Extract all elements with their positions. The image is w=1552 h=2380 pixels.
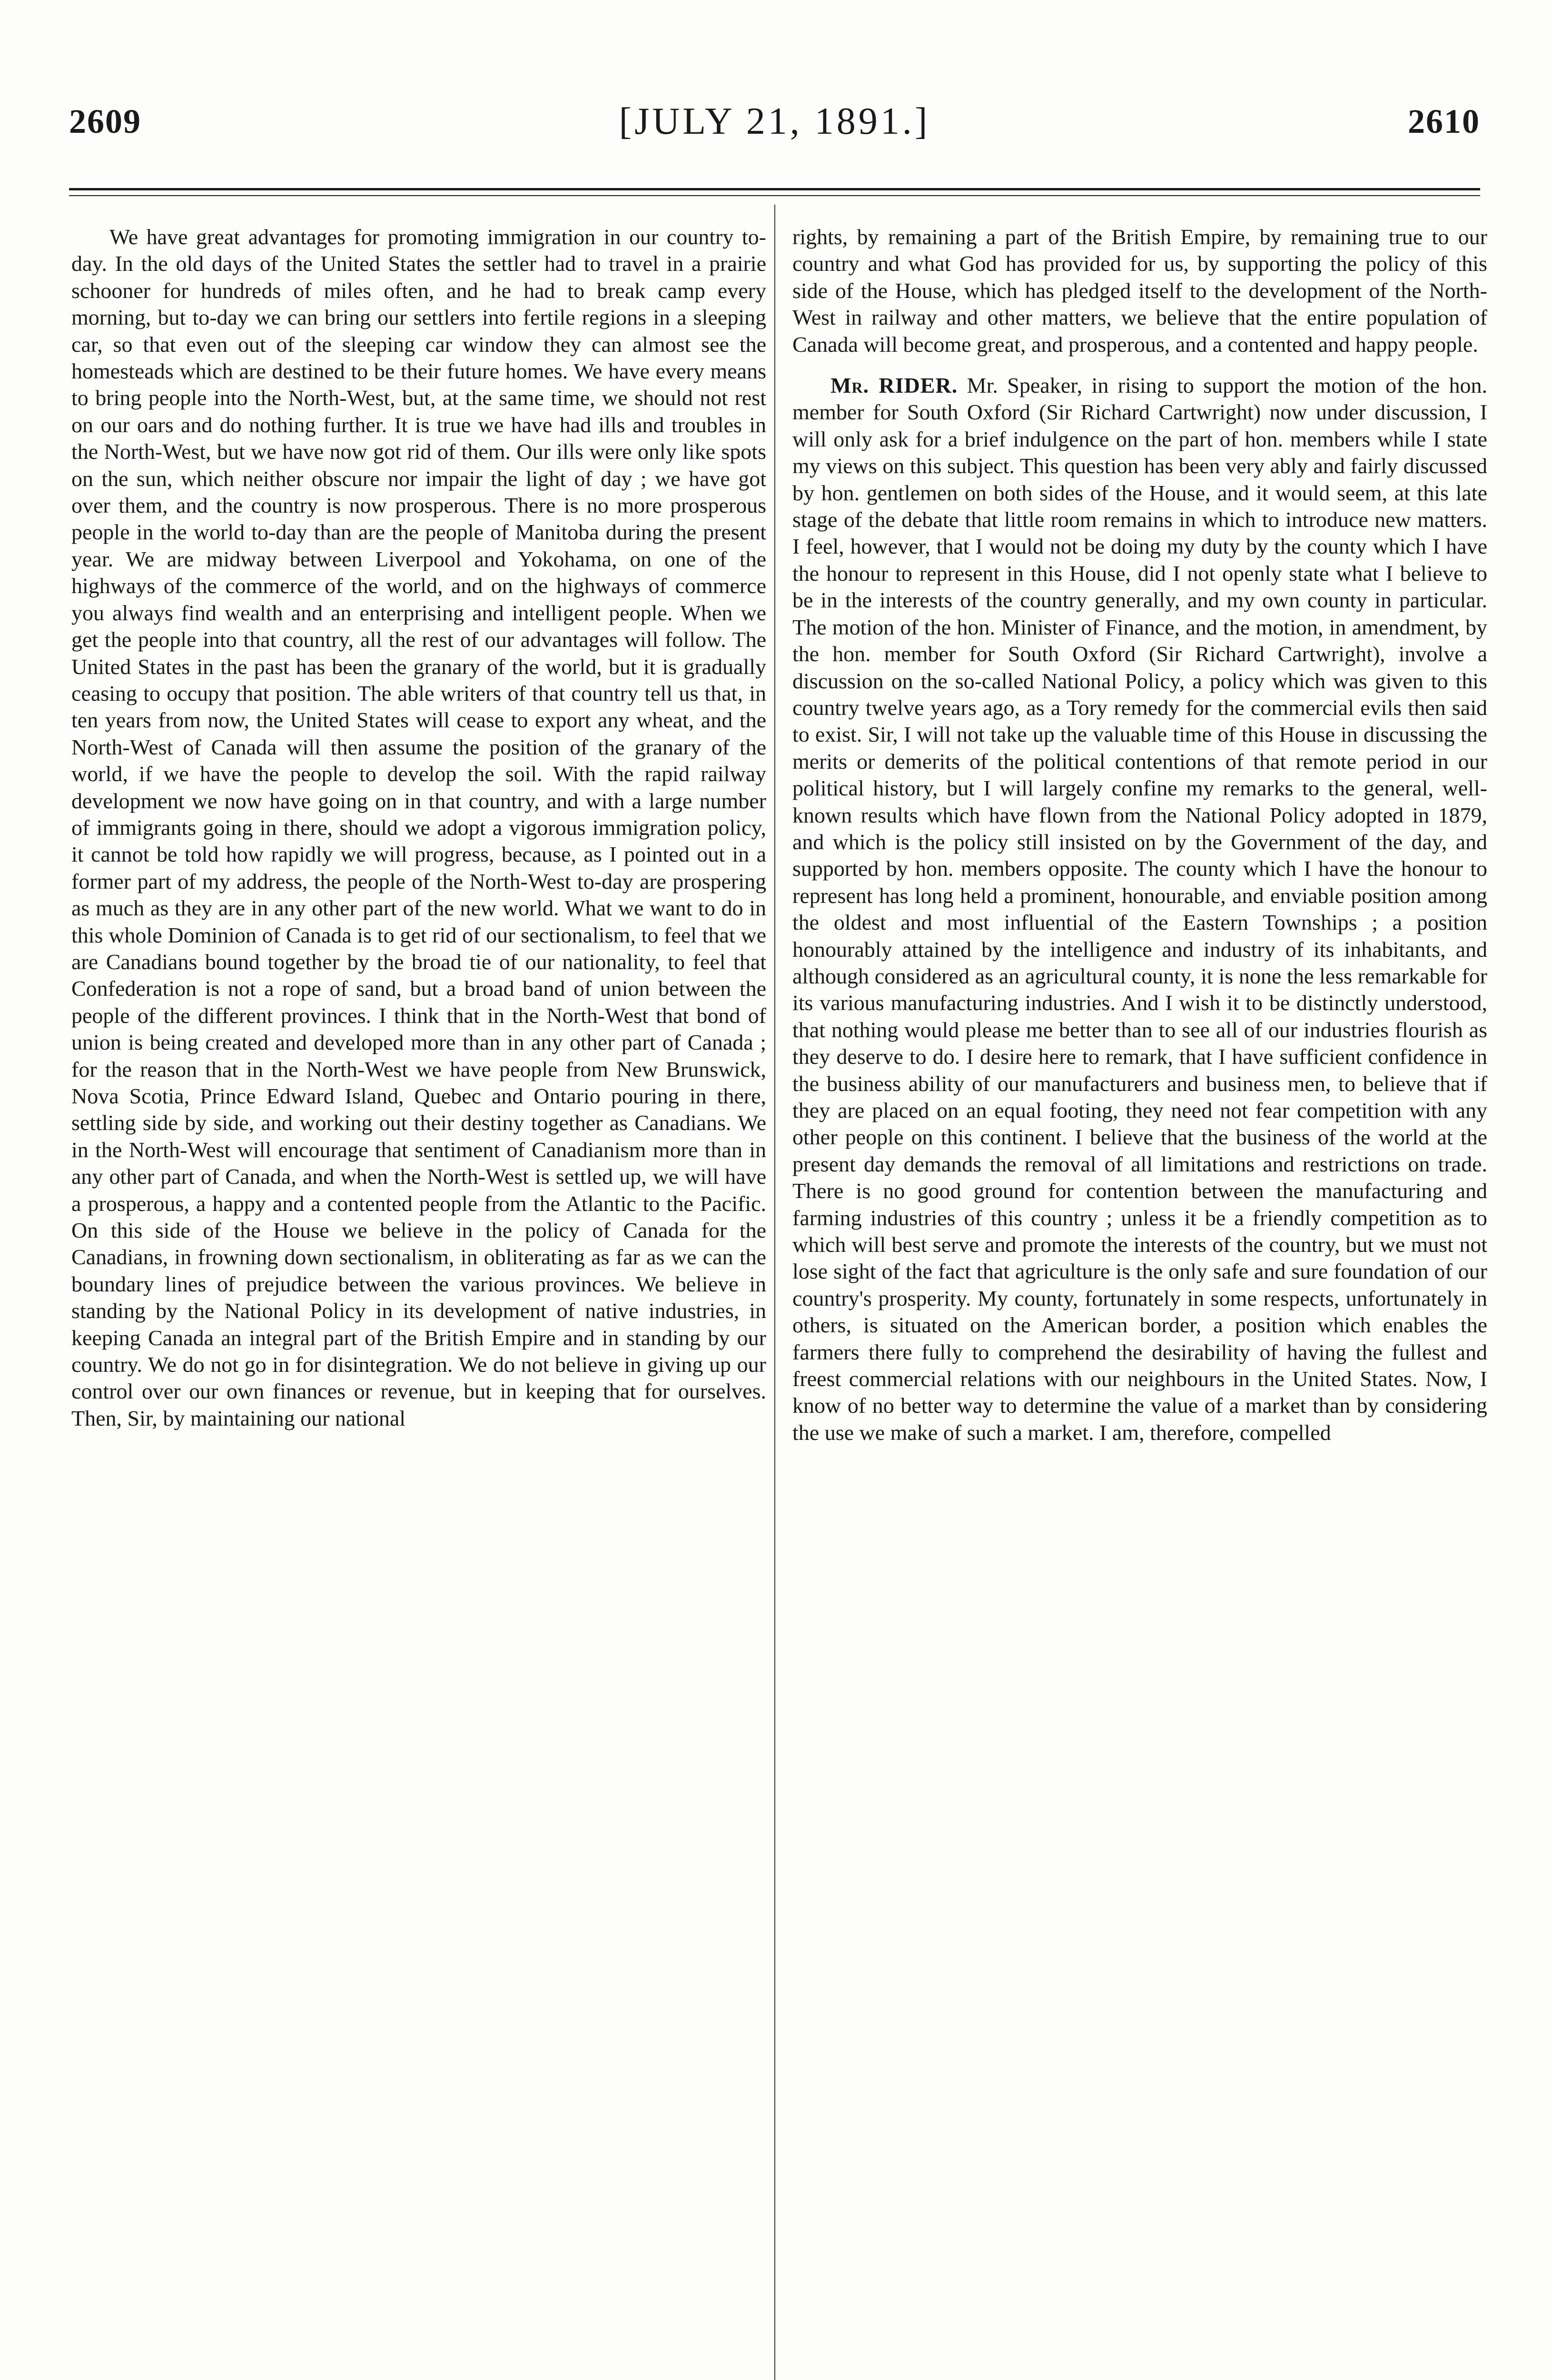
page-header bbox=[69, 95, 1480, 148]
left-column-paragraph: We have great advantages for promoting immigration in our country to-day. In the old days of the United States the settler had to travel in a prairie schooner for hundreds of miles often, and he had to break camp every morning, but to-day we can bring our settlers into fertile regions in a sleeping car, so that even out of the sleeping car window they can almost see the homesteads which are destined to be their future homes. We have every means to bring people into the North-West, but, at the same time, we should not rest on our oars and do nothing further. It is true we have had ills and troubles in the North-West, but we have now got rid of them. Our ills were only like spots on the sun, which neither obscure nor impair the light of day ; we have got over them, and the country is now prosperous. There is no more prosperous people in the world to-day than are the people of Manitoba during the present year. We are midway between Liverpool and Yokohama, on one of the highways of the commerce of the world, and on the highways of commerce you always find wealth and an enterprising and intelligent people. When we get the people into that country, all the rest of our advantages will follow. The United States in the past has been the granary of the world, but it is gradually ceasing to occupy that position. The able writers of that country tell us that, in ten years from now, the United States will cease to export any wheat, and the North-West of Canada will then assume the position of the granary of the world, if we have the people to develop the soil. With the rapid railway development we now have going on in that country, and with a large number of immigrants going in there, should we adopt a vigorous immigration policy, it cannot be told how rapidly we will progress, because, as I pointed out in a former part of my address, the people of the North-West to-day are prospering as much as they are in any other part of the new world. What we want to do in this whole Dominion of Canada is to get rid of our sectionalism, to feel that we are Canadians bound together by the broad tie of our nationality, to feel that Confederation is not a rope of sand, but a broad band of union between the people of the different provinces. I think that in the North-West that bond of union is being created and developed more than in any other part of Canada ; for the reason that in the North-West we have people from New Brunswick, Nova Scotia, Prince Edward Island, Quebec and Ontario pouring in there, settling side by side, and working out their destiny together as Canadians. We in the North-West will encourage that sentiment of Canadianism more than in any other part of Canada, and when the North-West is settled up, we will have a prosperous, a happy and a contented people from the Atlantic to the Pacific. On this side of the House we believe in the policy of Canada for the Canadians, in frowning down sectionalism, in obliterating as far as we can the boundary lines of prejudice between the various provinces. We believe in standing by the National Policy in its development of native industries, in keeping Canada an integral part of the British Empire and in standing by our country. We do not go in for disintegration. We do not believe in giving up our control over our own finances or revenue, but in keeping that for ourselves. Then, Sir, by maintaining our national bbox=[71, 225, 766, 1430]
speech-paragraph bbox=[792, 372, 1487, 1446]
page-date: [JULY 21, 1891.] bbox=[619, 100, 930, 142]
left-column bbox=[71, 224, 766, 2380]
speech-text: Mr. Speaker, in rising to support the motion of the hon. member for South Oxford (Sir Richard Cartwright) now under discussion, I will only ask for a brief indulgence on the part of hon. members while I state my views on this subject. This question has been very ably and fairly discussed by hon. gentlemen on both sides of the House, and it would seem, at this late stage of the debate that little room remains in which to introduce new matters. I feel, however, that I would not be doing my duty by the county which I have the honour to represent in this House, did I not openly state what I believe to be in the interests of the country generally, and my own county in particular. The motion of the hon. Minister of Finance, and the motion, in amendment, by the hon. member for South Oxford (Sir Richard Cartwright), involve a discussion on the so-called National Policy, a policy which was given to this country twelve years ago, as a Tory remedy for the commercial evils then said to exist. Sir, I will not take up the valuable time of this House in discussing the merits or demerits of the political contentions of that remote period in our political history, but I will largely confine my remarks to the general, well-known results which have flown from the National Policy adopted in 1879, and which is the policy still insisted on by the Government of the day, and supported by hon. members opposite. The county which I have the honour to represent has long held a prominent, honourable, and enviable position among the oldest and most influential of the Eastern Townships ; a position honourably attained by the intelligence and industry of its inhabitants, and although considered as an agricultural county, it is none the less remarkable for its various manufacturing industries. And I wish it to be distinctly understood, that nothing would please me better than to see all of our industries flourish as they deserve to do. I desire here to remark, that I have sufficient confidence in the business ability of our manufacturers and business men, to believe that if they are placed on an equal footing, they need not fear competition with any other people on this continent. I believe that the business of the world at the present day demands the removal of all limitations and restrictions on trade. There is no good ground for contention between the manufacturing and farming industries of this country ; unless it be a friendly competition as to which will best serve and promote the interests of the country, but we must not lose sight of the fact that agriculture is the only safe and sure foundation of our country's prosperity. My county, fortunately in some respects, unfortunately in others, is situated on the American border, a position which enables the farmers there fully to comprehend the desirability of having the fullest and freest commercial relations with our neighbours in the United States. Now, I know of no better way to determine the value of a market than by considering the use we make of such a market. I am, therefore, compelled bbox=[792, 373, 1487, 1445]
right-page-number: 2610 bbox=[1408, 102, 1480, 140]
column-divider bbox=[774, 205, 775, 2380]
speaker-name: Mr. RIDER. bbox=[830, 373, 958, 398]
left-page-number: 2609 bbox=[69, 102, 141, 140]
right-column-paragraph-continued: rights, by remaining a part of the British Empire, by remaining true to our country and what God has provided for us, by supporting the policy of this side of the House, which has pledged itself to the development of the North-West in railway and other matters, we believe that the entire population of Canada will become great, and prosperous, and a contented and happy people. bbox=[792, 225, 1487, 357]
right-column bbox=[792, 224, 1487, 2380]
header-rule-thick bbox=[69, 188, 1480, 190]
header-rule-thin bbox=[69, 195, 1480, 196]
